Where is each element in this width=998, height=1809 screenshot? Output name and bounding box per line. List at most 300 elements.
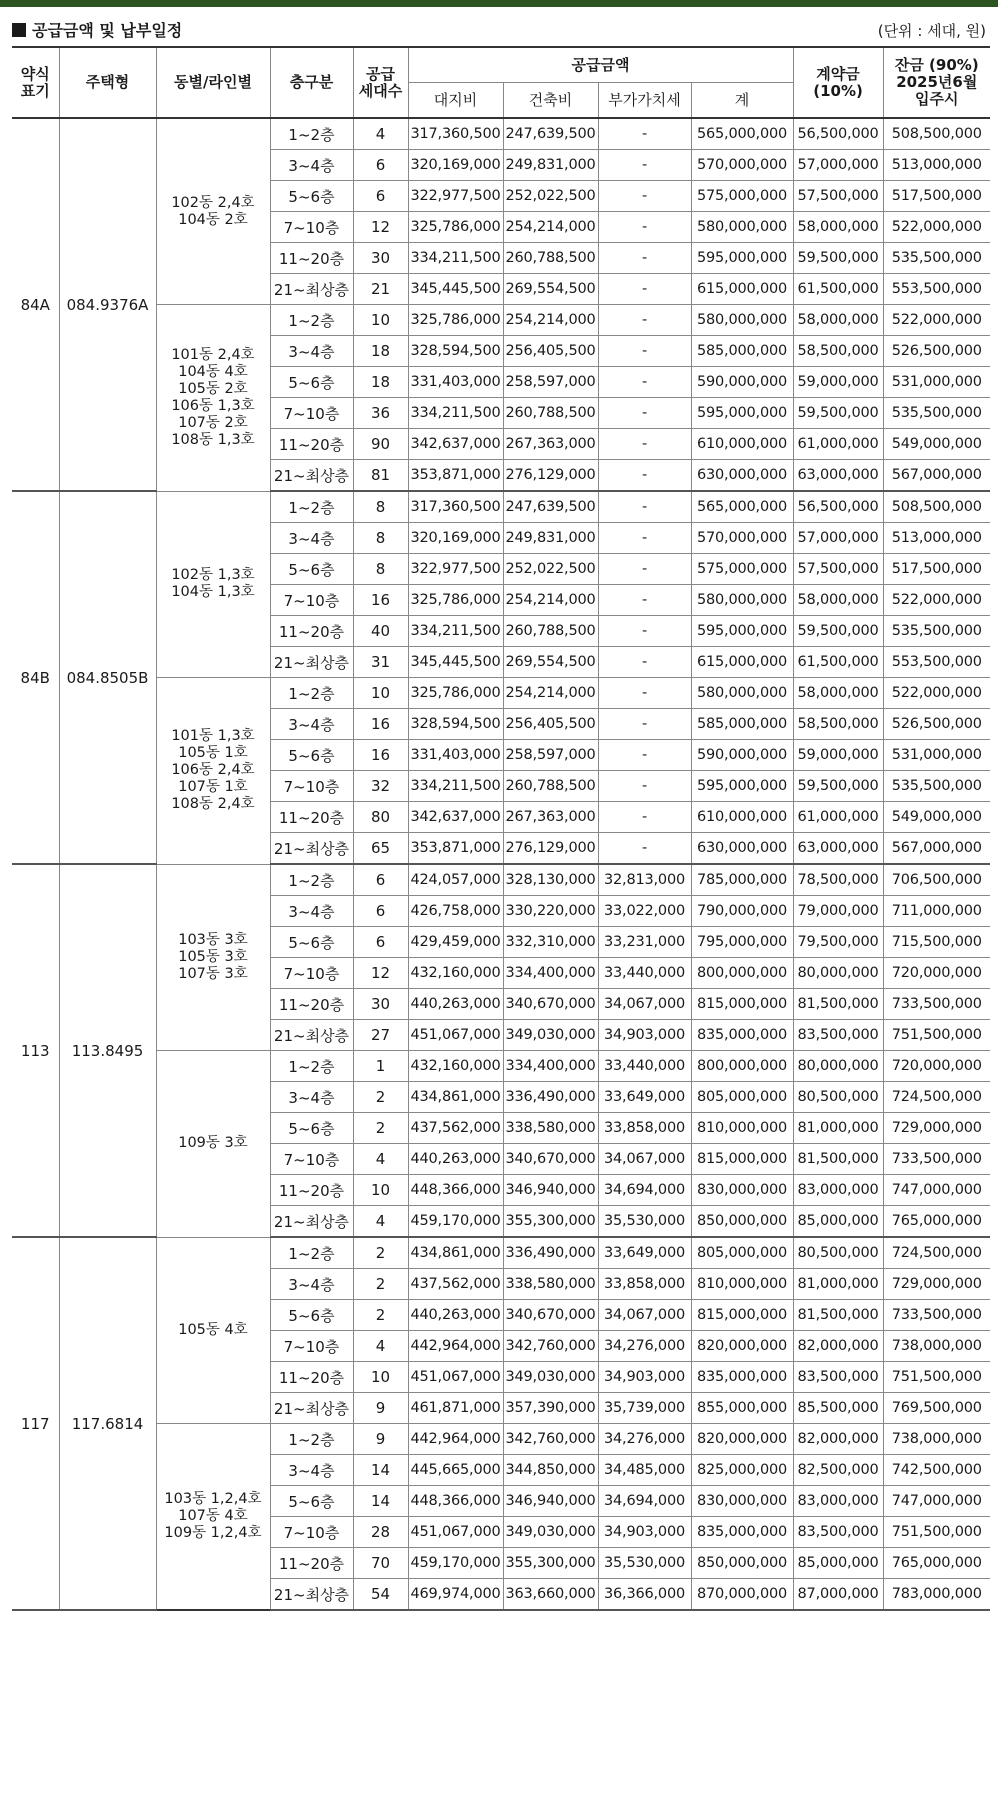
cell-building: 357,390,000 [503, 1393, 598, 1424]
cell-contract: 83,000,000 [793, 1175, 883, 1206]
cell-building: 363,660,000 [503, 1579, 598, 1611]
header-land: 대지비 [408, 83, 503, 119]
cell-land: 451,067,000 [408, 1020, 503, 1051]
cell-total: 570,000,000 [691, 523, 793, 554]
cell-building: 258,597,000 [503, 740, 598, 771]
cell-building: 260,788,500 [503, 398, 598, 429]
cell-total: 630,000,000 [691, 833, 793, 865]
cell-units: 8 [353, 554, 408, 585]
cell-total: 820,000,000 [691, 1331, 793, 1362]
cell-floor: 11~20층 [270, 243, 353, 274]
cell-balance: 517,500,000 [883, 554, 990, 585]
cell-total: 870,000,000 [691, 1579, 793, 1611]
cell-building: 338,580,000 [503, 1113, 598, 1144]
cell-total: 850,000,000 [691, 1206, 793, 1238]
cell-floor: 5~6층 [270, 740, 353, 771]
cell-units: 2 [353, 1082, 408, 1113]
cell-building: 342,760,000 [503, 1331, 598, 1362]
cell-vat: 34,694,000 [598, 1175, 691, 1206]
cell-units: 31 [353, 647, 408, 678]
cell-building: 267,363,000 [503, 802, 598, 833]
cell-floor: 11~20층 [270, 616, 353, 647]
cell-vat: 33,231,000 [598, 927, 691, 958]
cell-contract: 79,000,000 [793, 896, 883, 927]
cell-floor: 1~2층 [270, 1237, 353, 1269]
header-supply-amount: 공급금액 [408, 47, 793, 83]
cell-contract: 58,000,000 [793, 212, 883, 243]
cell-total: 815,000,000 [691, 1144, 793, 1175]
cell-building: 346,940,000 [503, 1175, 598, 1206]
cell-floor: 7~10층 [270, 398, 353, 429]
cell-contract: 56,500,000 [793, 118, 883, 150]
cell-contract: 57,000,000 [793, 523, 883, 554]
cell-units: 18 [353, 336, 408, 367]
cell-land: 451,067,000 [408, 1362, 503, 1393]
cell-land: 345,445,500 [408, 274, 503, 305]
dong-line: 106동 1,3호 [171, 397, 255, 414]
dong-line: 103동 1,2,4호 [164, 1491, 262, 1507]
table-row [12, 1424, 990, 1455]
dong-line: 102동 2,4호 [171, 194, 255, 211]
cell-balance: 751,500,000 [883, 1517, 990, 1548]
cell-vat: 35,530,000 [598, 1548, 691, 1579]
cell-floor: 1~2층 [270, 1424, 353, 1455]
cell-building: 254,214,000 [503, 678, 598, 709]
cell-abbr: 84A [12, 118, 59, 491]
cell-total: 800,000,000 [691, 1051, 793, 1082]
cell-type: 084.9376A [59, 118, 156, 491]
cell-contract: 61,500,000 [793, 274, 883, 305]
cell-building: 256,405,500 [503, 336, 598, 367]
cell-vat: 33,649,000 [598, 1237, 691, 1269]
cell-contract: 59,000,000 [793, 367, 883, 398]
table-body [12, 118, 990, 1610]
dong-line: 107동 1호 [178, 779, 248, 796]
cell-balance: 747,000,000 [883, 1175, 990, 1206]
cell-vat: - [598, 305, 691, 336]
cell-total: 830,000,000 [691, 1486, 793, 1517]
cell-dong-lines [156, 1424, 270, 1611]
dong-line: 101동 1,3호 [171, 728, 255, 745]
cell-building: 256,405,500 [503, 709, 598, 740]
cell-floor: 7~10층 [270, 1517, 353, 1548]
cell-contract: 63,000,000 [793, 460, 883, 492]
cell-building: 252,022,500 [503, 554, 598, 585]
cell-contract: 58,000,000 [793, 305, 883, 336]
cell-units: 65 [353, 833, 408, 865]
cell-total: 810,000,000 [691, 1113, 793, 1144]
cell-total: 815,000,000 [691, 989, 793, 1020]
cell-abbr: 117 [12, 1237, 59, 1610]
cell-vat: 33,022,000 [598, 896, 691, 927]
cell-building: 247,639,500 [503, 118, 598, 150]
cell-units: 14 [353, 1455, 408, 1486]
cell-total: 575,000,000 [691, 554, 793, 585]
cell-floor: 1~2층 [270, 678, 353, 709]
cell-contract: 56,500,000 [793, 491, 883, 523]
cell-contract: 82,000,000 [793, 1331, 883, 1362]
cell-vat: - [598, 709, 691, 740]
cell-land: 461,871,000 [408, 1393, 503, 1424]
cell-balance: 535,500,000 [883, 243, 990, 274]
cell-vat: - [598, 616, 691, 647]
cell-dong-lines [156, 678, 270, 865]
cell-balance: 729,000,000 [883, 1113, 990, 1144]
cell-building: 254,214,000 [503, 305, 598, 336]
cell-units: 16 [353, 585, 408, 616]
cell-contract: 63,000,000 [793, 833, 883, 865]
dong-line: 104동 4호 [178, 363, 248, 380]
cell-total: 820,000,000 [691, 1424, 793, 1455]
cell-balance: 738,000,000 [883, 1331, 990, 1362]
cell-units: 10 [353, 1362, 408, 1393]
cell-units: 2 [353, 1113, 408, 1144]
cell-floor: 11~20층 [270, 1175, 353, 1206]
cell-land: 451,067,000 [408, 1517, 503, 1548]
cell-total: 585,000,000 [691, 709, 793, 740]
cell-balance: 733,500,000 [883, 989, 990, 1020]
cell-floor: 5~6층 [270, 1486, 353, 1517]
cell-contract: 80,500,000 [793, 1082, 883, 1113]
cell-land: 317,360,500 [408, 491, 503, 523]
cell-units: 10 [353, 1175, 408, 1206]
dong-line: 105동 2호 [178, 380, 248, 397]
cell-vat: - [598, 523, 691, 554]
cell-land: 331,403,000 [408, 367, 503, 398]
cell-units: 6 [353, 896, 408, 927]
cell-vat: 34,276,000 [598, 1331, 691, 1362]
cell-type: 117.6814 [59, 1237, 156, 1610]
cell-dong-lines [156, 1051, 270, 1238]
cell-units: 4 [353, 118, 408, 150]
cell-total: 835,000,000 [691, 1517, 793, 1548]
cell-land: 437,562,000 [408, 1113, 503, 1144]
cell-balance: 549,000,000 [883, 429, 990, 460]
cell-vat: 35,739,000 [598, 1393, 691, 1424]
cell-balance: 549,000,000 [883, 802, 990, 833]
cell-total: 610,000,000 [691, 802, 793, 833]
cell-building: 276,129,000 [503, 833, 598, 865]
cell-units: 6 [353, 181, 408, 212]
top-accent-bar [0, 0, 998, 7]
cell-land: 448,366,000 [408, 1486, 503, 1517]
cell-total: 815,000,000 [691, 1300, 793, 1331]
cell-vat: 36,366,000 [598, 1579, 691, 1611]
cell-contract: 82,500,000 [793, 1455, 883, 1486]
cell-total: 580,000,000 [691, 212, 793, 243]
cell-balance: 553,500,000 [883, 274, 990, 305]
cell-vat: - [598, 585, 691, 616]
cell-building: 349,030,000 [503, 1517, 598, 1548]
cell-abbr: 113 [12, 864, 59, 1237]
header-type: 주택형 [59, 47, 156, 118]
cell-building: 254,214,000 [503, 212, 598, 243]
cell-total: 830,000,000 [691, 1175, 793, 1206]
cell-contract: 61,000,000 [793, 802, 883, 833]
cell-land: 432,160,000 [408, 1051, 503, 1082]
cell-vat: 34,903,000 [598, 1362, 691, 1393]
cell-land: 442,964,000 [408, 1424, 503, 1455]
cell-balance: 517,500,000 [883, 181, 990, 212]
cell-balance: 751,500,000 [883, 1020, 990, 1051]
cell-balance: 738,000,000 [883, 1424, 990, 1455]
cell-floor: 5~6층 [270, 927, 353, 958]
header-building: 건축비 [503, 83, 598, 119]
cell-type: 084.8505B [59, 491, 156, 864]
cell-vat: - [598, 118, 691, 150]
dong-line: 107동 4호 [178, 1508, 248, 1524]
cell-total: 805,000,000 [691, 1237, 793, 1269]
cell-floor: 21~최상층 [270, 460, 353, 492]
cell-floor: 11~20층 [270, 429, 353, 460]
cell-land: 334,211,500 [408, 398, 503, 429]
cell-units: 10 [353, 305, 408, 336]
cell-balance: 733,500,000 [883, 1144, 990, 1175]
cell-land: 334,211,500 [408, 616, 503, 647]
cell-balance: 513,000,000 [883, 523, 990, 554]
header-dong: 동별/라인별 [156, 47, 270, 118]
cell-vat: - [598, 274, 691, 305]
cell-units: 6 [353, 864, 408, 896]
cell-vat: - [598, 212, 691, 243]
cell-land: 353,871,000 [408, 833, 503, 865]
cell-balance: 531,000,000 [883, 367, 990, 398]
cell-floor: 21~최상층 [270, 274, 353, 305]
table-row [12, 864, 990, 896]
cell-total: 615,000,000 [691, 274, 793, 305]
cell-vat: 34,067,000 [598, 989, 691, 1020]
cell-building: 254,214,000 [503, 585, 598, 616]
cell-floor: 3~4층 [270, 1455, 353, 1486]
cell-land: 440,263,000 [408, 1144, 503, 1175]
cell-building: 338,580,000 [503, 1269, 598, 1300]
cell-total: 825,000,000 [691, 1455, 793, 1486]
cell-land: 445,665,000 [408, 1455, 503, 1486]
cell-balance: 765,000,000 [883, 1548, 990, 1579]
cell-vat: - [598, 833, 691, 865]
cell-balance: 535,500,000 [883, 398, 990, 429]
cell-units: 70 [353, 1548, 408, 1579]
cell-balance: 724,500,000 [883, 1237, 990, 1269]
cell-floor: 7~10층 [270, 771, 353, 802]
cell-building: 249,831,000 [503, 150, 598, 181]
cell-vat: 33,858,000 [598, 1113, 691, 1144]
cell-balance: 715,500,000 [883, 927, 990, 958]
cell-floor: 7~10층 [270, 1144, 353, 1175]
cell-building: 267,363,000 [503, 429, 598, 460]
cell-balance: 747,000,000 [883, 1486, 990, 1517]
cell-land: 469,974,000 [408, 1579, 503, 1611]
cell-building: 349,030,000 [503, 1020, 598, 1051]
cell-contract: 58,000,000 [793, 678, 883, 709]
cell-land: 459,170,000 [408, 1206, 503, 1238]
cell-vat: - [598, 460, 691, 492]
cell-floor: 3~4층 [270, 523, 353, 554]
dong-line: 104동 2호 [178, 211, 248, 228]
cell-units: 16 [353, 709, 408, 740]
cell-land: 342,637,000 [408, 429, 503, 460]
cell-balance: 769,500,000 [883, 1393, 990, 1424]
dong-line: 105동 4호 [178, 1321, 248, 1338]
cell-units: 16 [353, 740, 408, 771]
cell-contract: 81,000,000 [793, 1269, 883, 1300]
table-row [12, 118, 990, 150]
dong-line: 108동 2,4호 [171, 796, 255, 813]
cell-units: 80 [353, 802, 408, 833]
cell-building: 334,400,000 [503, 958, 598, 989]
supply-price-table [12, 46, 990, 1611]
cell-vat: 33,858,000 [598, 1269, 691, 1300]
square-bullet-icon [12, 23, 26, 37]
cell-units: 8 [353, 491, 408, 523]
cell-floor: 21~최상층 [270, 1020, 353, 1051]
header-abbr: 약식 표기 [12, 47, 59, 118]
cell-building: 355,300,000 [503, 1206, 598, 1238]
header-floor: 층구분 [270, 47, 353, 118]
cell-total: 805,000,000 [691, 1082, 793, 1113]
cell-floor: 7~10층 [270, 1331, 353, 1362]
cell-contract: 80,500,000 [793, 1237, 883, 1269]
cell-units: 12 [353, 958, 408, 989]
cell-contract: 83,000,000 [793, 1486, 883, 1517]
cell-total: 790,000,000 [691, 896, 793, 927]
cell-floor: 3~4층 [270, 1082, 353, 1113]
cell-vat: - [598, 771, 691, 802]
cell-units: 36 [353, 398, 408, 429]
cell-floor: 1~2층 [270, 305, 353, 336]
cell-vat: - [598, 398, 691, 429]
cell-units: 81 [353, 460, 408, 492]
cell-total: 610,000,000 [691, 429, 793, 460]
header-vat: 부가가치세 [598, 83, 691, 119]
cell-contract: 59,500,000 [793, 398, 883, 429]
cell-building: 340,670,000 [503, 1144, 598, 1175]
cell-building: 336,490,000 [503, 1082, 598, 1113]
cell-contract: 61,000,000 [793, 429, 883, 460]
cell-contract: 59,500,000 [793, 771, 883, 802]
cell-vat: - [598, 491, 691, 523]
cell-floor: 21~최상층 [270, 1579, 353, 1611]
cell-land: 331,403,000 [408, 740, 503, 771]
header-balance: 잔금 (90%) 2025년6월 입주시 [883, 47, 990, 118]
cell-balance: 711,000,000 [883, 896, 990, 927]
cell-building: 332,310,000 [503, 927, 598, 958]
cell-balance: 522,000,000 [883, 678, 990, 709]
cell-total: 595,000,000 [691, 398, 793, 429]
cell-building: 334,400,000 [503, 1051, 598, 1082]
cell-units: 54 [353, 1579, 408, 1611]
cell-vat: 34,485,000 [598, 1455, 691, 1486]
cell-land: 334,211,500 [408, 771, 503, 802]
table-row [12, 305, 990, 336]
cell-contract: 58,000,000 [793, 585, 883, 616]
cell-dong-lines [156, 491, 270, 678]
cell-contract: 58,500,000 [793, 336, 883, 367]
cell-vat: 34,067,000 [598, 1300, 691, 1331]
cell-total: 595,000,000 [691, 243, 793, 274]
cell-floor: 3~4층 [270, 336, 353, 367]
cell-units: 6 [353, 927, 408, 958]
cell-units: 90 [353, 429, 408, 460]
table-row [12, 1051, 990, 1082]
dong-line: 103동 3호 [178, 931, 248, 948]
cell-land: 342,637,000 [408, 802, 503, 833]
cell-total: 850,000,000 [691, 1548, 793, 1579]
cell-units: 6 [353, 150, 408, 181]
cell-balance: 720,000,000 [883, 1051, 990, 1082]
cell-contract: 83,500,000 [793, 1362, 883, 1393]
cell-balance: 765,000,000 [883, 1206, 990, 1238]
cell-units: 10 [353, 678, 408, 709]
cell-total: 615,000,000 [691, 647, 793, 678]
cell-total: 570,000,000 [691, 150, 793, 181]
dong-line: 104동 1,3호 [171, 584, 255, 601]
cell-units: 9 [353, 1393, 408, 1424]
cell-total: 835,000,000 [691, 1020, 793, 1051]
cell-balance: 522,000,000 [883, 585, 990, 616]
cell-balance: 553,500,000 [883, 647, 990, 678]
cell-land: 429,459,000 [408, 927, 503, 958]
cell-balance: 522,000,000 [883, 305, 990, 336]
cell-floor: 11~20층 [270, 989, 353, 1020]
cell-land: 322,977,500 [408, 181, 503, 212]
cell-vat: 33,440,000 [598, 1051, 691, 1082]
cell-building: 260,788,500 [503, 243, 598, 274]
cell-units: 40 [353, 616, 408, 647]
cell-floor: 1~2층 [270, 864, 353, 896]
cell-floor: 3~4층 [270, 150, 353, 181]
cell-units: 32 [353, 771, 408, 802]
header-total: 계 [691, 83, 793, 119]
cell-units: 21 [353, 274, 408, 305]
cell-land: 328,594,500 [408, 336, 503, 367]
cell-land: 432,160,000 [408, 958, 503, 989]
cell-balance: 531,000,000 [883, 740, 990, 771]
cell-balance: 508,500,000 [883, 118, 990, 150]
cell-units: 2 [353, 1269, 408, 1300]
dong-line: 105동 3호 [178, 948, 248, 965]
cell-floor: 11~20층 [270, 1362, 353, 1393]
cell-balance: 724,500,000 [883, 1082, 990, 1113]
cell-floor: 3~4층 [270, 709, 353, 740]
cell-land: 322,977,500 [408, 554, 503, 585]
cell-land: 440,263,000 [408, 1300, 503, 1331]
cell-land: 325,786,000 [408, 212, 503, 243]
cell-contract: 81,500,000 [793, 1300, 883, 1331]
dong-line: 101동 2,4호 [171, 346, 255, 363]
cell-units: 2 [353, 1237, 408, 1269]
cell-vat: 34,903,000 [598, 1020, 691, 1051]
cell-land: 353,871,000 [408, 460, 503, 492]
unit-note: (단위 : 세대, 원) [877, 22, 986, 40]
table-row [12, 678, 990, 709]
cell-units: 30 [353, 989, 408, 1020]
cell-floor: 5~6층 [270, 367, 353, 398]
dong-line: 109동 3호 [178, 1135, 248, 1152]
cell-vat: 34,903,000 [598, 1517, 691, 1548]
cell-building: 330,220,000 [503, 896, 598, 927]
table-row [12, 491, 990, 523]
cell-building: 249,831,000 [503, 523, 598, 554]
cell-vat: - [598, 740, 691, 771]
cell-land: 317,360,500 [408, 118, 503, 150]
cell-vat: - [598, 181, 691, 212]
cell-contract: 83,500,000 [793, 1020, 883, 1051]
cell-contract: 85,000,000 [793, 1206, 883, 1238]
table-row [12, 1237, 990, 1269]
cell-vat: - [598, 150, 691, 181]
cell-total: 785,000,000 [691, 864, 793, 896]
